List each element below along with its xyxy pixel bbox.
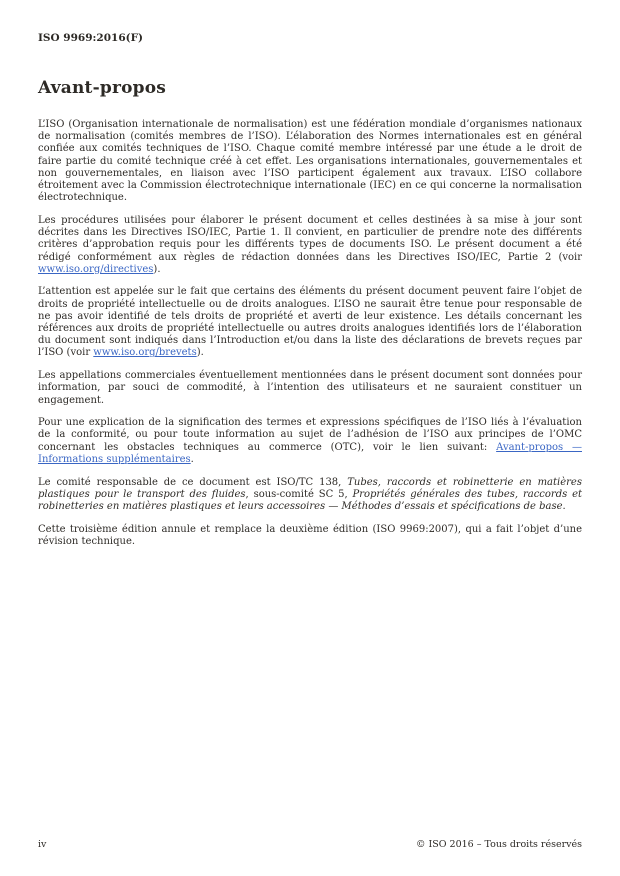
subcommittee-title: Propriétés générales des tubes, raccords et robinetteries en matières plastiques et leurs accessoires — Méthodes d’essais et spécifications de base [38, 488, 583, 512]
paragraph-3: L’attention est appelée sur le fait que certains des éléments du présent document peuvent faire l’objet de droits de propriété intellectuelle ou de droits analogues. L’ISO ne saurait être tenue pour responsable de ne pas avoir identifié de tels droits de propriété et averti de leur existence. Les détails concernant les références aux droits de propriété intellectuelle ou autres droits analogues identifiés lors de l’élaboration du document sont indiqués dans l’Introduction et/ou dans la liste des déclarations de brevets reçues par l’ISO (voir www.iso.org/brevets). [38, 286, 582, 359]
document-reference: ISO 9969:2016(F) [38, 32, 144, 44]
paragraph-5: Pour une explication de la signification des termes et expressions spécifiques de l’ISO liés à l’évaluation de la conformité, ou pour toute information au sujet de l’adhésion de l’ISO aux principes de l’OMC concernant les obstacles techniques au commerce (OTC), voir le lien suivant: Avant-propos — Informations supplémentaires. [38, 417, 582, 465]
link-avant-propos-informations-supplementaires[interactable]: Avant-propos — Informations supplémentaires [38, 441, 582, 465]
paragraph-7: Cette troisième édition annule et remplace la deuxième édition (ISO 9969:2007), qui a fait l’objet d’une révision technique. [38, 523, 582, 547]
paragraph-6: Le comité responsable de ce document est ISO/TC 138, Tubes, raccords et robinetterie en matières plastiques pour le transport des fluides, sous-comité SC 5, Propriétés générales des tubes, raccords et robinetteries en matières plastiques et leurs accessoires — Méthodes d’essais et spécifications de base. [38, 476, 583, 512]
paragraph-1: L’ISO (Organisation internationale de normalisation) est une fédération mondiale d’organismes nationaux de normalisation (comités membres de l’ISO). L’élaboration des Normes internationales est en général confiée aux comités techniques de l’ISO. Chaque comité membre intéressé par une étude a le droit de faire partie du comité technique créé à cet effet. Les organisations internationales, gouvernementales et non gouvernementales, en liaison avec l’ISO participent également aux travaux. L’ISO collabore étroitement avec la Commission électrotechnique internationale (IEC) en ce qui concerne la normalisation électrotechnique. [38, 119, 582, 204]
copyright-notice: © ISO 2016 – Tous droits réservés [415, 839, 582, 850]
link-iso-directives[interactable]: www.iso.org/directives [38, 263, 154, 275]
paragraph-2: Les procédures utilisées pour élaborer le présent document et celles destinées à sa mise à jour sont décrites dans les Directives ISO/IEC, Partie 1. Il convient, en particulier de prendre note des différents critères d’approbation requis pour les différents types de documents ISO. Le présent document a été rédigé conformément aux règles de rédaction données dans les Directives ISO/IEC, Partie 2 (voir www.iso.org/directives). [38, 214, 582, 275]
page-number: iv [38, 839, 47, 850]
page-footer [38, 839, 582, 850]
paragraph-4: Les appellations commerciales éventuellement mentionnées dans le présent document sont données pour information, par souci de commodité, à l’intention des utilisateurs et ne sauraient constituer un engagement. [38, 370, 582, 406]
link-iso-brevets[interactable]: www.iso.org/brevets [93, 347, 197, 359]
section-title: Avant-propos [38, 78, 167, 98]
foreword-body [38, 119, 582, 559]
committee-title: Tubes, raccords et robinetterie en matières plastiques pour le transport des fluides [38, 476, 582, 500]
